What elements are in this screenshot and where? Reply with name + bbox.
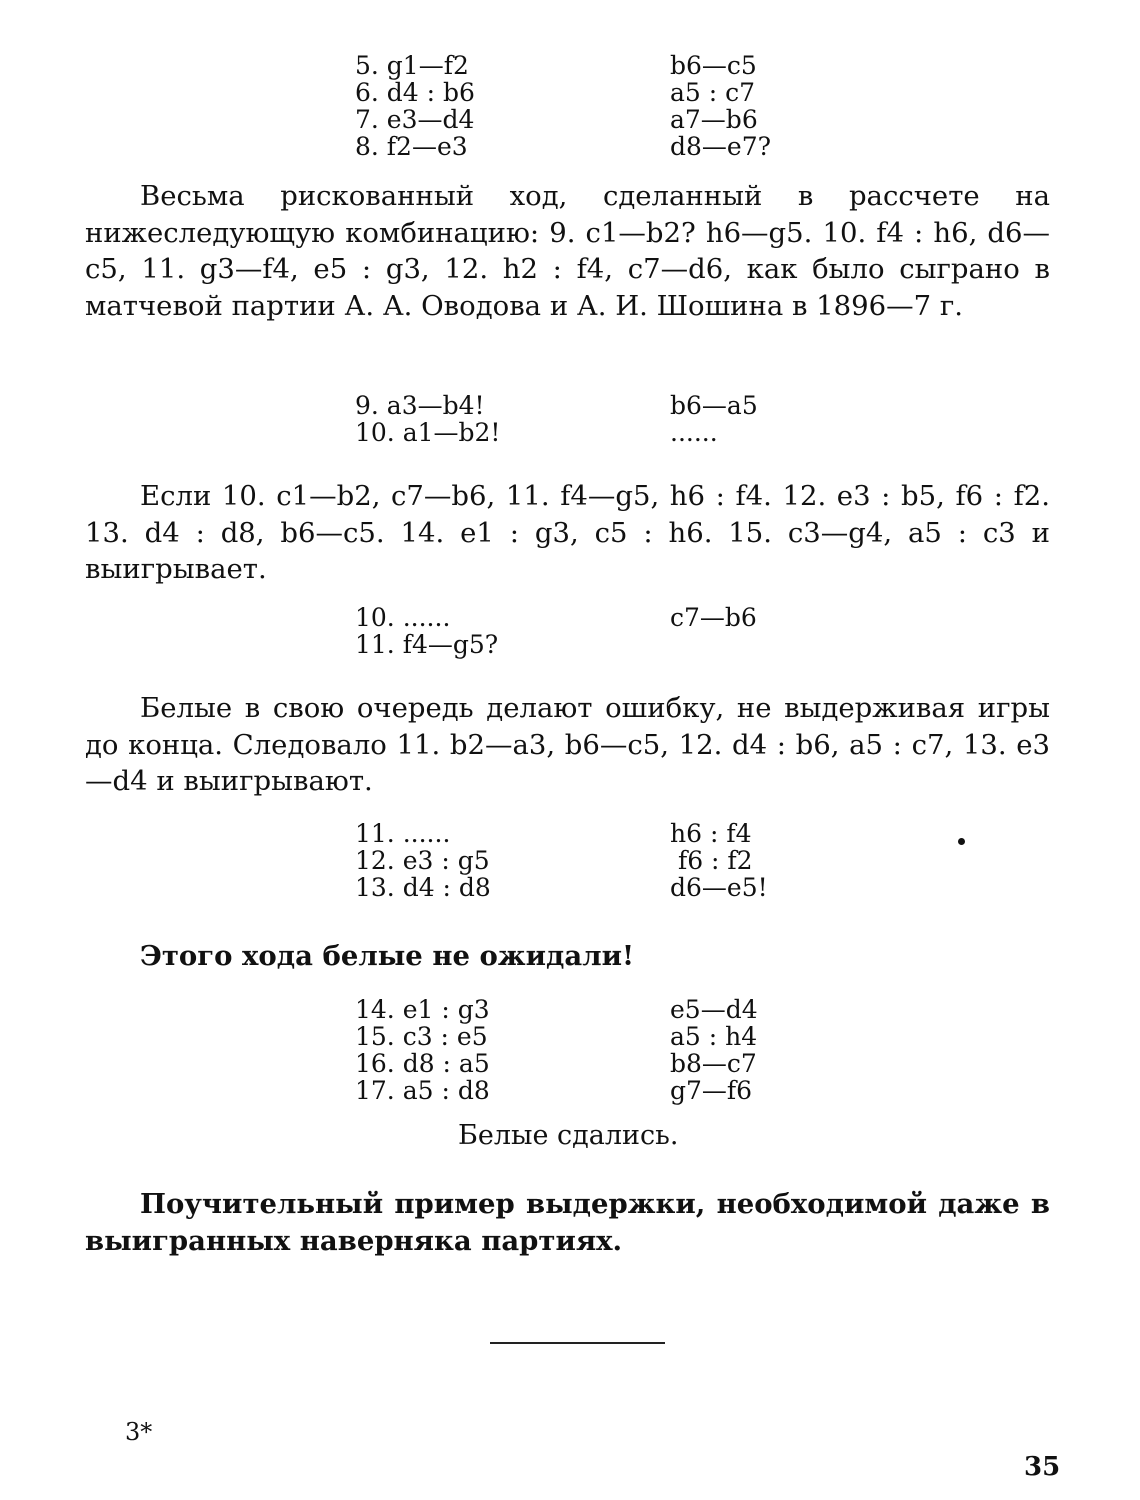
commentary-paragraph-3: Белые в свою очередь делают ошибку, не выдерживая игры до конца. Следовало 11. b2—a3, b6—c5, 12. d4 : b6, a5 : c7, 13. e3—d4 и выигрывают. xyxy=(85,692,1050,797)
moves-block-4 xyxy=(355,820,835,901)
moves-block-5 xyxy=(355,996,835,1104)
white-move: 16. d8 : a5 xyxy=(355,1049,490,1078)
move-row xyxy=(355,52,835,79)
white-move: 5. g1—f2 xyxy=(355,51,469,80)
move-row xyxy=(355,874,835,901)
moves-block-2 xyxy=(355,392,835,446)
white-move: 12. e3 : g5 xyxy=(355,846,490,875)
move-row xyxy=(355,1050,835,1077)
commentary-paragraph-4: Этого хода белые не ожидали! xyxy=(140,940,635,972)
move-row xyxy=(355,847,835,874)
white-move: 6. d4 : b6 xyxy=(355,78,475,107)
move-row xyxy=(355,133,835,160)
commentary-paragraph-1: Весьма рискованный ход, сделанный в рассчете на нижеследующую комбинацию: 9. c1—b2? h6—g5. 10. f4 : h6, d6—c5, 11. g3—f4, e5 : g3, 12. h2 : f4, c7—d6, как было сыграно в матчевой партии А. А. Оводова и А. И. Шошина в 1896—7 г. xyxy=(85,180,1050,322)
black-move: a5 : h4 xyxy=(670,1022,758,1051)
white-move: 14. e1 : g3 xyxy=(355,995,490,1024)
black-move: b6—a5 xyxy=(670,391,758,420)
white-move: 10. ...... xyxy=(355,603,451,632)
black-move: d6—e5! xyxy=(670,873,768,902)
black-move: g7—f6 xyxy=(670,1076,753,1105)
black-move: a5 : c7 xyxy=(670,78,756,107)
black-move: b6—c5 xyxy=(670,51,757,80)
black-move: b8—c7 xyxy=(670,1049,757,1078)
page-number: 35 xyxy=(1024,1452,1061,1482)
game-result: Белые сдались. xyxy=(458,1120,679,1151)
white-move: 11. f4—g5? xyxy=(355,630,499,659)
black-move: d8—e7? xyxy=(670,132,772,161)
move-row xyxy=(355,79,835,106)
black-move: a7—b6 xyxy=(670,105,758,134)
move-row xyxy=(355,106,835,133)
black-move: e5—d4 xyxy=(670,995,758,1024)
move-row xyxy=(355,631,835,658)
white-move: 11. ...... xyxy=(355,819,451,848)
black-move: h6 : f4 xyxy=(670,819,752,848)
move-row xyxy=(355,419,835,446)
move-row xyxy=(355,820,835,847)
white-move: 9. a3—b4! xyxy=(355,391,485,420)
moves-block-3 xyxy=(355,604,835,658)
black-move: ...... xyxy=(670,418,718,447)
signature-mark: 3* xyxy=(125,1418,153,1446)
white-move: 17. a5 : d8 xyxy=(355,1076,490,1105)
black-move: f6 : f2 xyxy=(670,846,753,875)
move-row xyxy=(355,1023,835,1050)
moves-block-1 xyxy=(355,52,835,160)
move-row xyxy=(355,1077,835,1104)
print-speck xyxy=(958,838,965,845)
move-row xyxy=(355,604,835,631)
white-move: 10. a1—b2! xyxy=(355,418,501,447)
commentary-paragraph-5: Поучительный пример выдержки, необходимой даже в выигранных наверняка партиях. xyxy=(85,1188,1050,1257)
section-divider xyxy=(490,1342,665,1344)
move-row xyxy=(355,996,835,1023)
white-move: 13. d4 : d8 xyxy=(355,873,491,902)
white-move: 15. c3 : e5 xyxy=(355,1022,488,1051)
commentary-paragraph-2: Если 10. c1—b2, c7—b6, 11. f4—g5, h6 : f4. 12. e3 : b5, f6 : f2. 13. d4 : d8, b6—c5. 14. e1 : g3, c5 : h6. 15. c3—g4, a5 : c3 и выигрывает. xyxy=(85,480,1050,585)
black-move: c7—b6 xyxy=(670,603,757,632)
move-row xyxy=(355,392,835,419)
white-move: 7. e3—d4 xyxy=(355,105,475,134)
white-move: 8. f2—e3 xyxy=(355,132,468,161)
